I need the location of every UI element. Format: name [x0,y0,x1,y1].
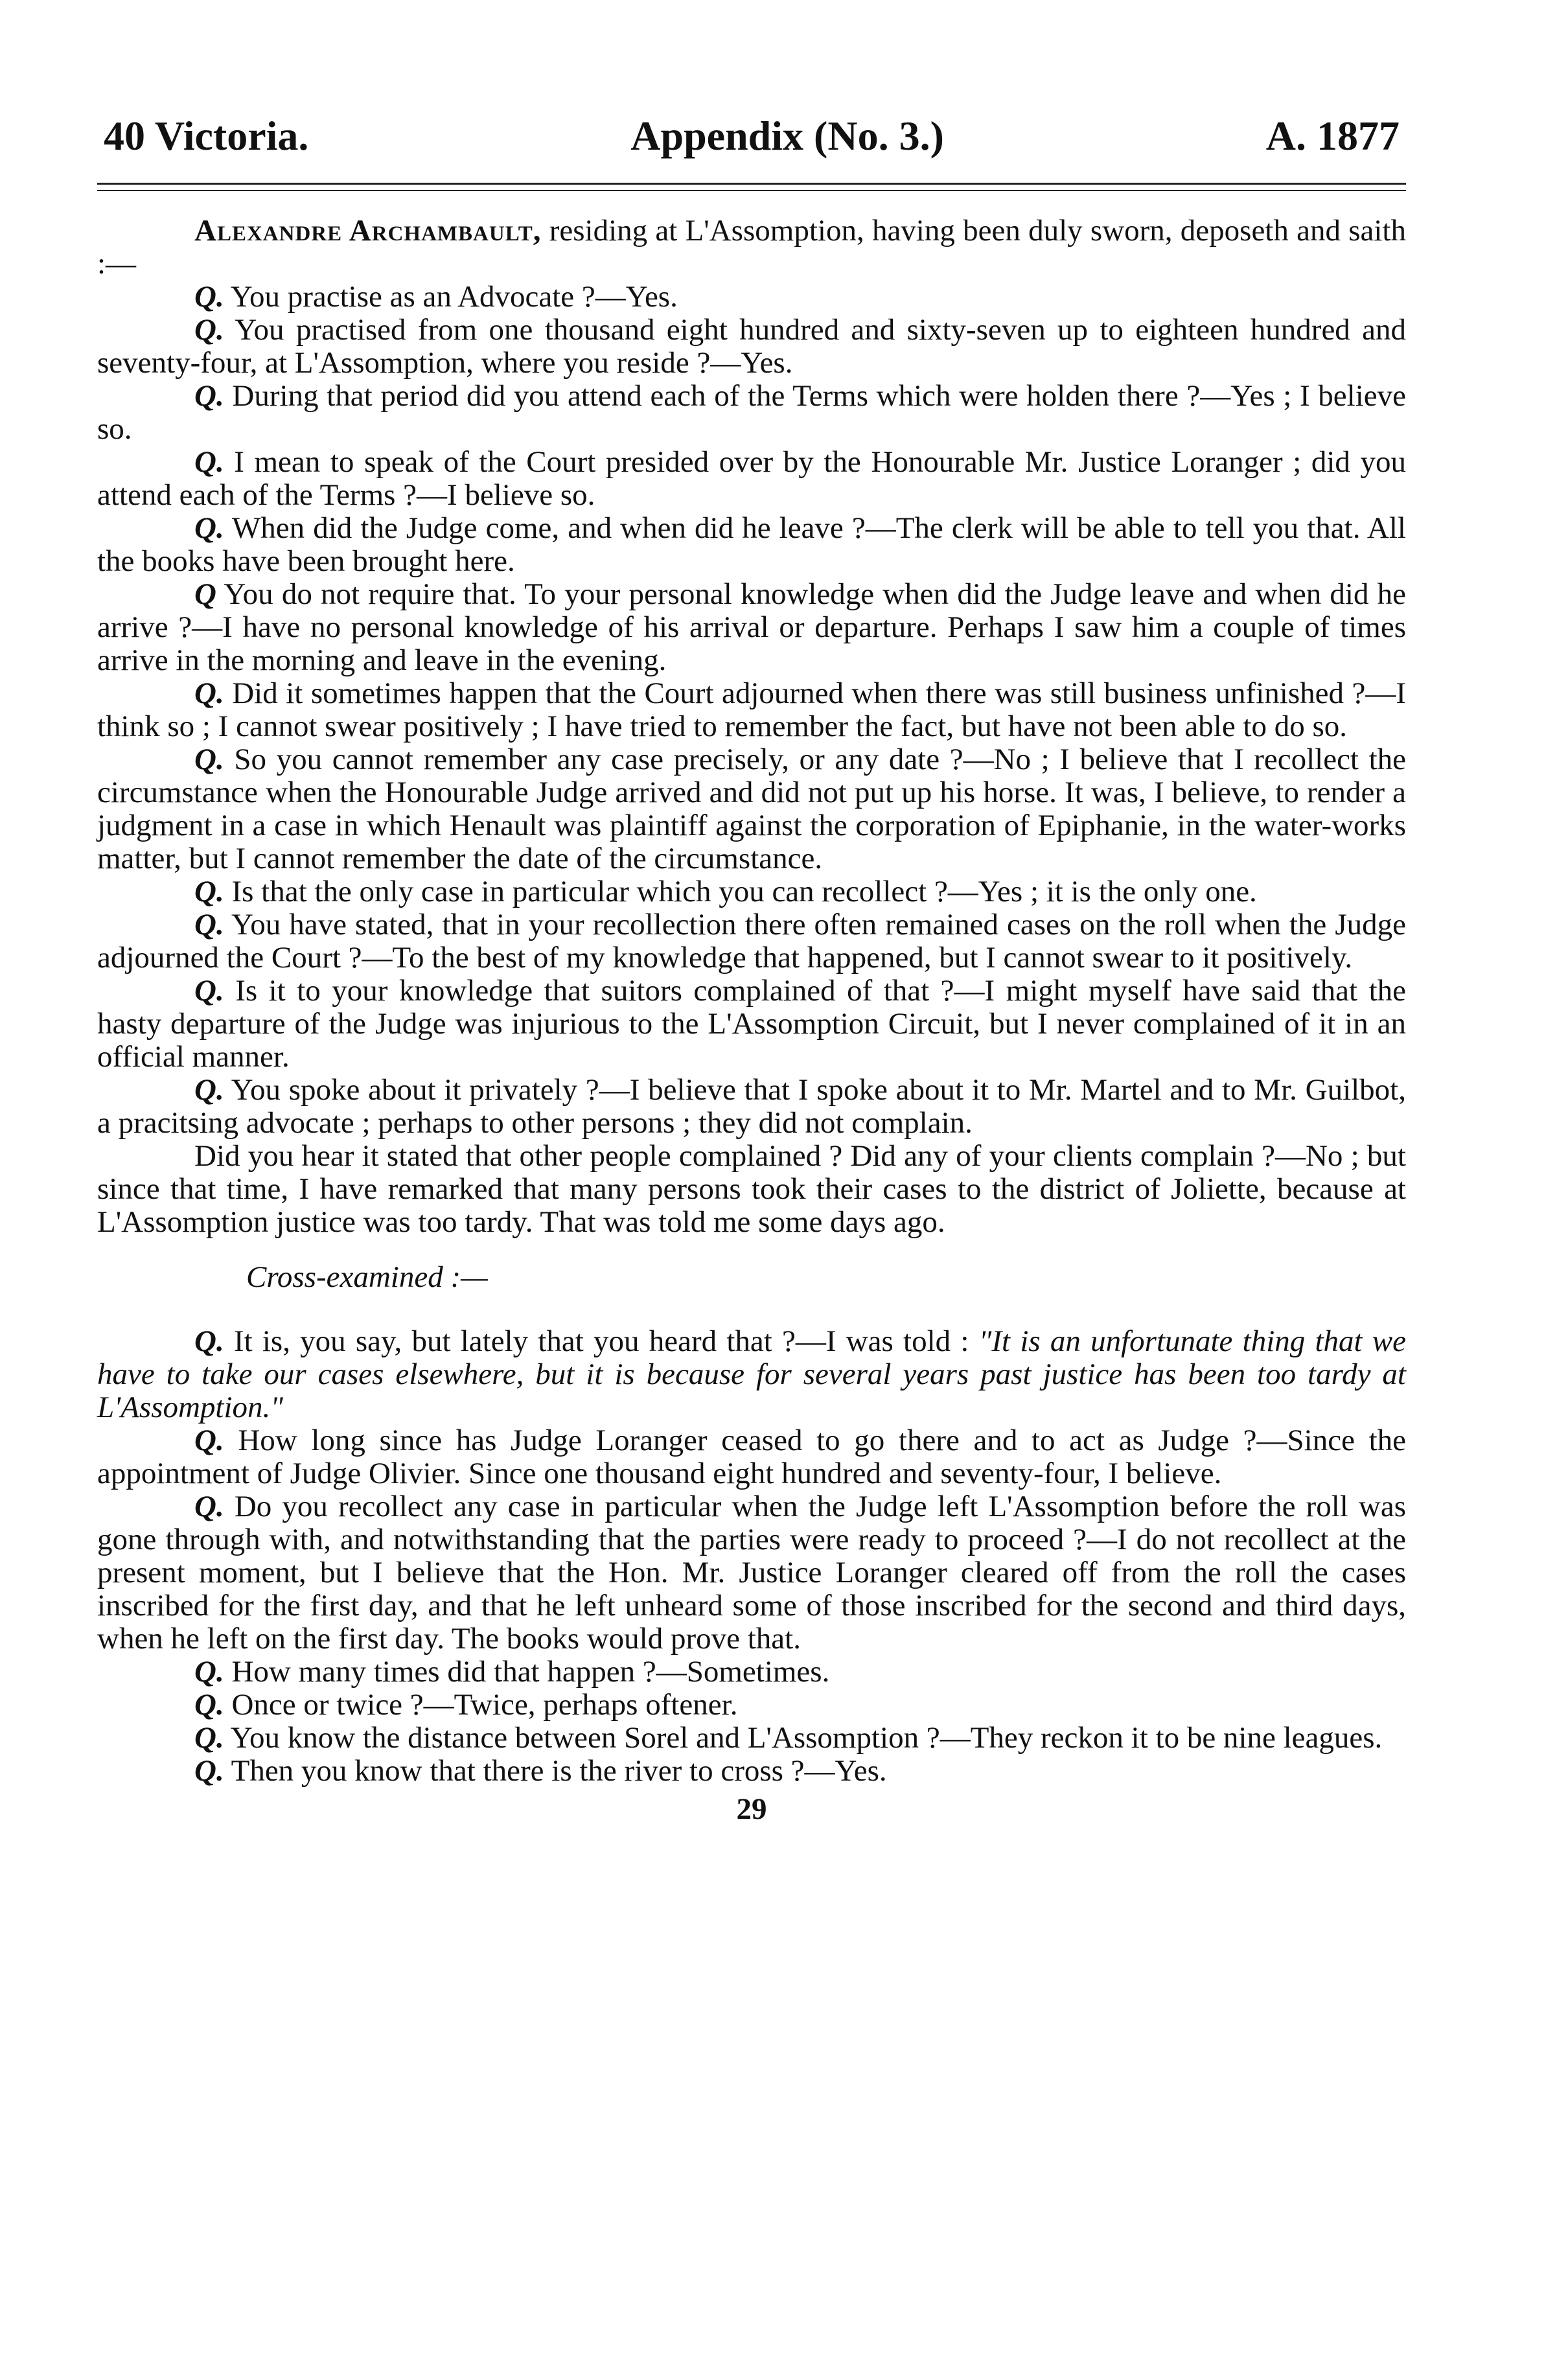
cross-examined-heading: Cross-examined :— [246,1260,488,1294]
header-appendix: Appendix (No. 3.) [630,113,944,159]
witness-intro-text: residing at L'Assomption, having been duly sworn, deposeth and saith :— [97,214,1406,281]
qa-text: Did it sometimes happen that the Court adjourned when there was still business unfinished ?—I think so ; I cannot swear positively ; I have tried to remember the fact, but have not been able to do so. [97,676,1406,743]
question-marker: Q. [194,1688,224,1722]
qa-text: It is, you say, but lately that you heard that ?—I was told : [233,1324,979,1358]
qa-paragraph [97,578,1406,677]
qa-text: You have stated, that in your recollection there often remained cases on the roll when the Judge adjourned the Court ?—To the best of my knowledge that happened, but I cannot swear to it positively. [97,908,1406,975]
qa-text: You know the distance between Sorel and L'Assomption ?—They reckon it to be nine leagues. [230,1721,1383,1755]
qa-paragraph [97,1689,1406,1722]
question-marker: Q. [194,511,224,545]
question-marker: Q. [194,676,224,710]
qa-paragraph [97,1074,1406,1140]
qa-paragraph [97,875,1406,908]
qa-paragraph [97,1490,1406,1656]
question-marker: Q. [194,280,224,314]
qa-text: During that period did you attend each of the Terms which were holden there ?—Yes ; I believe so. [97,379,1407,446]
question-marker: Q. [194,974,224,1008]
qa-paragraph [97,1424,1406,1490]
qa-text: Is it to your knowledge that suitors complained of that ?—I might myself have said that the hasty departure of the Judge was injurious to the L'Assomption Circuit, but I never complained of it in an official manner. [97,974,1406,1074]
question-marker: Q. [194,1721,224,1755]
testimony-body [97,214,1406,1826]
question-marker: Q [194,577,216,611]
qa-paragraph [97,512,1406,578]
qa-paragraph [97,314,1406,380]
qa-text: How long since has Judge Loranger ceased to go there and to act as Judge ?—Since the appointment of Judge Olivier. Since one thousand eight hundred and seventy-four, I believe. [97,1424,1406,1490]
qa-text: You practise as an Advocate ?—Yes. [230,280,678,314]
running-header [97,110,1406,168]
header-rule [97,183,1406,185]
qa-paragraph [97,908,1406,975]
qa-paragraph [97,975,1406,1074]
document-page [97,110,1406,2339]
qa-text: Once or twice ?—Twice, perhaps oftener. [231,1688,738,1722]
question-marker: Q. [194,379,224,413]
question-marker: Q. [194,1073,224,1107]
qa-paragraph [97,1722,1406,1755]
header-rule-double [97,190,1406,191]
question-marker: Q. [194,743,224,776]
qa-text: You do not require that. To your personal knowledge when did the Judge leave and when did he arrive ?—I have no personal knowledge of his arrival or departure. Perhaps I saw him a couple of times arrive in the morning and leave in the evening. [97,577,1406,677]
qa-paragraph [97,743,1406,875]
qa-text: So you cannot remember any case precisely, or any date ?—No ; I believe that I recollect the circumstance when the Honourable Judge arrived and did not put up his horse. It was, I believe, to render a judgment in a case in which Henault was plaintiff against the corporation of Epiphanie, in the water-works matter, but I cannot remember the date of the circumstance. [97,743,1407,875]
question-marker: Q. [194,445,224,479]
qa-paragraph [97,1656,1406,1689]
qa-text: I mean to speak of the Court presided over by the Honourable Mr. Justice Loranger ; did you attend each of the Terms ?—I believe so. [97,445,1406,512]
qa-paragraph [97,1325,1406,1424]
header-year: A. 1877 [1265,113,1400,159]
qa-paragraph [97,281,1406,314]
header-session: 40 Victoria. [104,113,309,159]
qa-text: Then you know that there is the river to cross ?—Yes. [231,1754,887,1788]
unmarked-question-paragraph: Did you hear it stated that other people complained ? Did any of your clients complain ?—No ; but since that time, I have remarked that many persons took their cases to the district of Joliette, because at L'Assomption justice was too tardy. That was told me some days ago. [97,1139,1406,1239]
qa-text: You spoke about it privately ?—I believe that I spoke about it to Mr. Martel and to Mr. Guilbot, a pracitsing advocate ; perhaps to other persons ; they did not complain. [97,1073,1406,1140]
question-marker: Q. [194,1490,224,1523]
question-marker: Q. [194,313,224,347]
question-marker: Q. [194,1655,224,1689]
qa-paragraph [97,446,1406,512]
question-marker: Q. [194,1424,224,1457]
qa-text: You practised from one thousand eight hundred and sixty-seven up to eighteen hundred and seventy-four, at L'Assomption, where you reside ?—Yes. [97,313,1406,380]
question-marker: Q. [194,908,224,941]
qa-text: Is that the only case in particular which you can recollect ?—Yes ; it is the only one. [231,875,1257,908]
qa-paragraph [97,677,1406,743]
qa-text: Do you recollect any case in particular when the Judge left L'Assomption before the roll was gone through with, and notwithstanding that the parties were ready to proceed ?—I do not recollect at the present moment, but I believe that the Hon. Mr. Justice Loranger cleared off from the roll the cases inscribed for the first day, and that he left unheard some of those inscribed for the second and third days, when he left on the first day. The books would prove that. [97,1490,1407,1656]
page-folio: 29 [736,1792,767,1826]
question-marker: Q. [194,1754,224,1788]
qa-paragraph [97,1755,1406,1788]
qa-text: When did the Judge come, and when did he leave ?—The clerk will be able to tell you that. All the books have been brought here. [97,511,1406,578]
qa-text: How many times did that happen ?—Sometimes. [231,1655,830,1689]
qa-paragraph [97,380,1406,446]
witness-name: Alexandre Archambault, [194,214,542,248]
witness-intro [97,214,1406,281]
question-marker: Q. [194,875,224,908]
quoted-statement: "It is an unfortunate thing that we have to take our cases elsewhere, but it is because for several years past justice has been too tardy at L'Assomption." [97,1324,1407,1424]
question-marker: Q. [194,1324,224,1358]
